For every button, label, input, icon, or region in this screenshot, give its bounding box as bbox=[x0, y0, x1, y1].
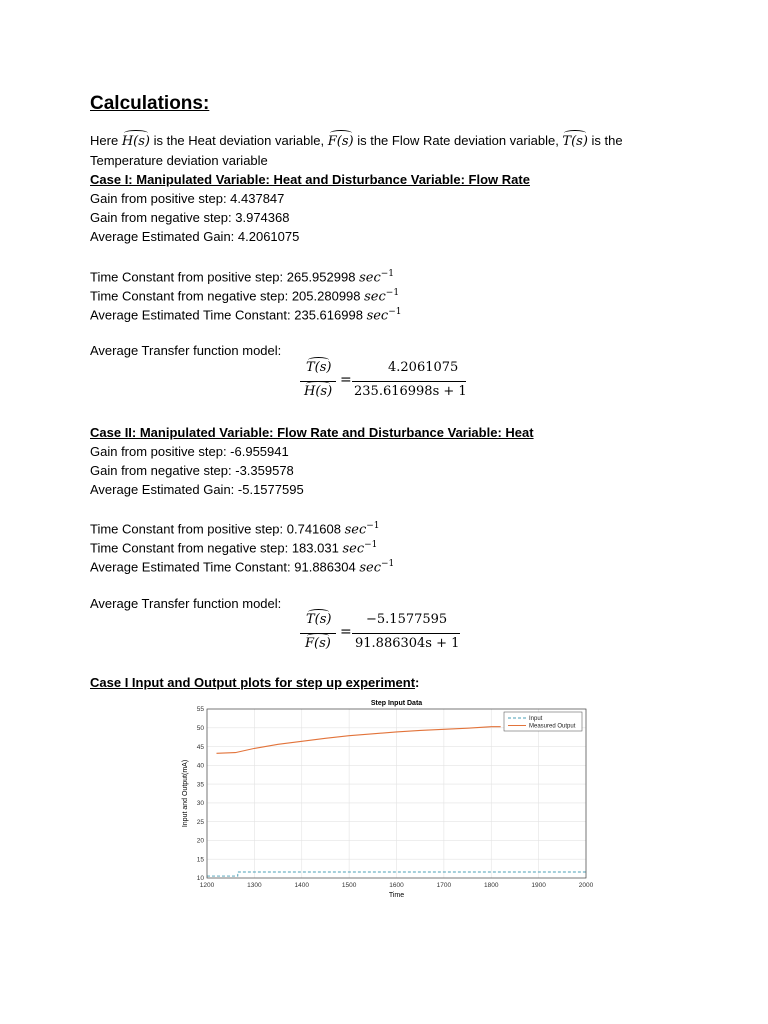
case2-gain-positive: Gain from positive step: -6.955941 bbox=[90, 444, 289, 459]
intro-flow-text: is the Flow Rate deviation variable, bbox=[353, 133, 563, 148]
x-tick-label: 1900 bbox=[531, 882, 546, 889]
case2-tf-label: Average Transfer function model: bbox=[90, 596, 282, 611]
case2-gain-average: Average Estimated Gain: -5.1577595 bbox=[90, 482, 304, 497]
x-tick-label: 2000 bbox=[578, 882, 594, 889]
case1-gain-positive: Gain from positive step: 4.437847 bbox=[90, 191, 285, 206]
sec-exponent: −1 bbox=[388, 307, 402, 317]
sec-exponent: −1 bbox=[385, 288, 400, 298]
y-tick-label: 45 bbox=[196, 743, 204, 751]
chart-svg bbox=[145, 696, 600, 906]
page-heading: Calculations: bbox=[90, 93, 210, 114]
sec-unit: sec bbox=[344, 522, 367, 538]
y-tick-label: 25 bbox=[196, 818, 204, 826]
y-tick-label: 50 bbox=[196, 724, 204, 732]
case2-gain-negative: Gain from negative step: -3.359578 bbox=[90, 463, 294, 478]
y-axis-label: Input and Output(mA) bbox=[182, 759, 189, 828]
case1-tc-negative bbox=[90, 285, 399, 305]
case2-tc-negative bbox=[90, 537, 377, 557]
case1-gain-negative: Gain from negative step: 3.974368 bbox=[90, 210, 290, 225]
case1-tf-denominator: 235.616998s + 1 bbox=[354, 384, 467, 399]
case1-tf-numerator: 4.2061075 bbox=[388, 360, 459, 375]
case1-tf-rhs bbox=[352, 360, 468, 405]
y-tick-label: 40 bbox=[196, 762, 204, 770]
case1-tc-positive bbox=[90, 266, 394, 286]
case1-tf-lhs bbox=[300, 360, 340, 405]
sec-unit: sec bbox=[359, 560, 381, 576]
x-tick-label: 1800 bbox=[484, 882, 499, 889]
legend-label: Measured Output bbox=[529, 723, 576, 730]
case1-tc-negative-text: Time Constant from negative step: 205.280998 bbox=[90, 288, 361, 304]
case2-tc-positive bbox=[90, 518, 380, 538]
x-tick-label: 1700 bbox=[436, 882, 452, 889]
case1-tf-lhs-denominator: H(s) bbox=[304, 384, 333, 399]
x-tick-label: 1500 bbox=[341, 882, 357, 889]
case1-tc-average bbox=[90, 304, 402, 324]
sec-exponent: −1 bbox=[380, 559, 395, 569]
y-tick-label: 20 bbox=[196, 837, 204, 845]
case2-tf-lhs-numerator: T(s) bbox=[306, 612, 332, 627]
sec-exponent: −1 bbox=[366, 521, 380, 531]
case1-gain-average: Average Estimated Gain: 4.2061075 bbox=[90, 229, 300, 244]
case2-tf-denominator: 91.886304s + 1 bbox=[355, 636, 460, 651]
case2-tc-negative-text: Time Constant from negative step: 183.031 bbox=[90, 540, 339, 556]
case2-tf-lhs bbox=[300, 612, 340, 657]
case1-title: Case I: Manipulated Variable: Heat and Disturbance Variable: Flow Rate bbox=[90, 172, 530, 187]
case2-tf-lhs-denominator: F(s) bbox=[305, 636, 331, 651]
legend-label: Input bbox=[529, 716, 543, 723]
y-tick-label: 35 bbox=[196, 781, 204, 789]
case1-tf-lhs-numerator: T(s) bbox=[306, 360, 332, 375]
chart-title: Step Input Data bbox=[370, 700, 423, 707]
fraction-bar bbox=[352, 381, 466, 382]
sec-unit: sec bbox=[366, 308, 389, 324]
x-tick-label: 1200 bbox=[199, 882, 215, 889]
plot-caption bbox=[90, 674, 419, 691]
fraction-bar bbox=[352, 633, 460, 634]
case2-tf-rhs bbox=[352, 612, 462, 657]
y-tick-label: 10 bbox=[196, 875, 204, 883]
flow-variable: F(s) bbox=[327, 134, 354, 149]
x-tick-label: 1300 bbox=[247, 882, 262, 889]
equals-sign: = bbox=[340, 372, 352, 388]
heat-variable: H(s) bbox=[121, 134, 150, 149]
sec-unit: sec bbox=[359, 270, 381, 286]
equals-sign: = bbox=[340, 624, 352, 640]
chart-legend bbox=[504, 712, 582, 731]
plot-caption-colon: : bbox=[415, 675, 420, 690]
step-input-chart bbox=[145, 696, 600, 906]
case2-tf-numerator: −5.1577595 bbox=[366, 612, 448, 627]
intro-here: Here bbox=[90, 133, 119, 148]
case2-tc-average bbox=[90, 556, 394, 576]
sec-exponent: −1 bbox=[380, 269, 395, 279]
intro-temp-text: is the bbox=[587, 133, 623, 148]
x-axis-label: Time bbox=[388, 892, 405, 899]
y-tick-label: 55 bbox=[196, 706, 204, 714]
case1-tc-positive-text: Time Constant from positive step: 265.952998 bbox=[90, 269, 356, 285]
case1-tf-label: Average Transfer function model: bbox=[90, 343, 282, 358]
sec-unit: sec bbox=[364, 289, 386, 305]
y-tick-label: 30 bbox=[196, 800, 204, 808]
intro-heat-text: is the Heat deviation variable, bbox=[149, 133, 328, 148]
case2-title: Case II: Manipulated Variable: Flow Rate and Disturbance Variable: Heat bbox=[90, 425, 534, 440]
sec-unit: sec bbox=[342, 541, 365, 557]
plot-caption-text: Case I Input and Output plots for step up experiment bbox=[90, 675, 416, 690]
intro-line-2: Temperature deviation variable bbox=[90, 153, 268, 168]
temperature-variable: T(s) bbox=[562, 134, 588, 149]
x-tick-label: 1600 bbox=[389, 882, 404, 889]
intro-line-1 bbox=[90, 132, 623, 150]
case2-tc-positive-text: Time Constant from positive step: 0.741608 bbox=[90, 521, 341, 537]
case2-tc-average-text: Average Estimated Time Constant: 91.886304 bbox=[90, 559, 356, 575]
sec-exponent: −1 bbox=[364, 540, 378, 550]
x-tick-label: 1400 bbox=[294, 882, 309, 889]
y-tick-label: 15 bbox=[196, 856, 204, 864]
case1-tc-average-text: Average Estimated Time Constant: 235.616998 bbox=[90, 307, 363, 323]
